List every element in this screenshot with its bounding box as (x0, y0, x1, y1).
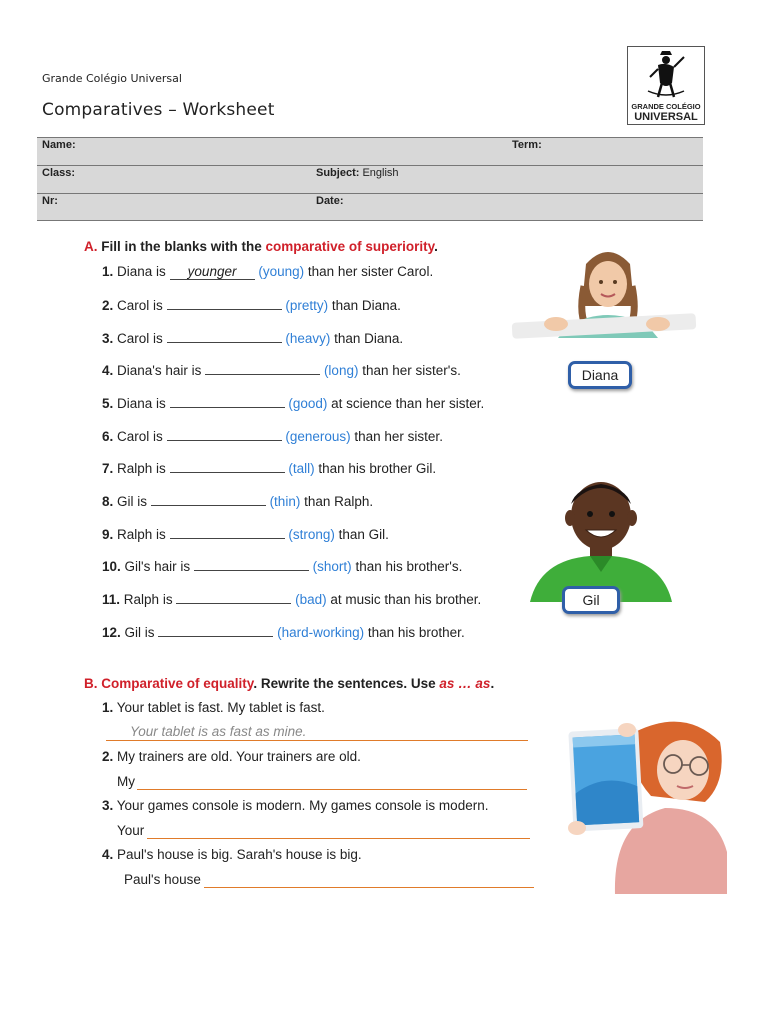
item-number: 5. (102, 396, 114, 411)
school-name: Grande Colégio Universal (42, 72, 182, 85)
section-b-item: 3. Your games console is modern. My games console is modern. (102, 798, 489, 813)
item-hint: (hard-working) (277, 625, 365, 640)
item-number: 2. (102, 298, 114, 313)
date-label: Date: (316, 195, 344, 207)
section-a-item (102, 362, 461, 378)
item-suffix: at music than his brother. (330, 592, 482, 607)
info-row (37, 137, 703, 165)
answer-line[interactable] (137, 789, 527, 790)
item-suffix: than his brother. (367, 625, 465, 640)
name-label: Name: (42, 139, 76, 151)
logo-figure-icon (628, 47, 704, 103)
item-hint: (good) (288, 396, 328, 411)
answer-start: My (117, 774, 135, 789)
section-a-item (102, 330, 403, 346)
item-hint: (generous) (285, 429, 351, 444)
section-a-heading: A. Fill in the blanks with the comparative of superiority. (84, 239, 438, 254)
answer-blank[interactable] (205, 362, 320, 375)
answer-blank[interactable] (170, 395, 285, 408)
item-prefix: Ralph is (117, 527, 166, 542)
item-suffix: than Diana. (331, 298, 401, 313)
answer-line[interactable] (147, 838, 530, 839)
item-prefix: Diana is (117, 264, 166, 279)
item-hint: (strong) (288, 527, 335, 542)
item-suffix: than Gil. (338, 527, 389, 542)
item-hint: (bad) (295, 592, 327, 607)
answer-blank[interactable] (158, 624, 273, 637)
answer-blank[interactable] (170, 460, 285, 473)
section-b-item: 1. Your tablet is fast. My tablet is fast. (102, 700, 325, 715)
school-logo (627, 46, 705, 125)
subject-label: Subject: (316, 167, 360, 179)
subject-value: English (362, 167, 399, 179)
section-a-item (102, 493, 373, 509)
item-prefix: Ralph is (117, 461, 166, 476)
item-hint: (short) (312, 559, 352, 574)
diana-label: Diana (568, 361, 632, 389)
item-prefix: Carol is (117, 331, 163, 346)
item-hint: (long) (323, 363, 359, 378)
item-number: 3. (102, 331, 114, 346)
answer-line[interactable] (106, 740, 528, 741)
answer-blank[interactable] (170, 526, 285, 539)
section-a-item (102, 526, 389, 542)
item-suffix: than his brother's. (355, 559, 463, 574)
info-row (37, 165, 703, 193)
item-prefix: Diana's hair is (117, 363, 202, 378)
item-hint: (tall) (288, 461, 315, 476)
section-b-heading: B. Comparative of equality. Rewrite the sentences. Use as … as. (84, 676, 495, 691)
item-number: 11. (102, 592, 121, 607)
item-hint: (thin) (269, 494, 301, 509)
item-suffix: than her sister Carol. (307, 264, 434, 279)
section-a-item (102, 558, 462, 574)
item-prefix: Ralph is (123, 592, 173, 607)
answer-blank[interactable] (194, 558, 309, 571)
section-a-item (102, 460, 436, 476)
section-a-item (102, 264, 433, 280)
item-hint: (heavy) (285, 331, 331, 346)
girl-with-tablet-photo (555, 712, 727, 894)
section-a-item (102, 395, 484, 411)
item-suffix: at science than her sister. (331, 396, 485, 411)
item-prefix: Gil is (117, 494, 148, 509)
answer-blank[interactable] (167, 330, 282, 343)
sample-answer: Your tablet is as fast as mine. (130, 724, 307, 739)
item-hint: (pretty) (285, 298, 329, 313)
section-a-item (102, 591, 481, 607)
item-suffix: than her sister. (354, 429, 443, 444)
gil-label: Gil (562, 586, 620, 614)
info-row (37, 193, 703, 221)
item-number: 1. (102, 264, 114, 279)
section-b-item: 2. My trainers are old. Your trainers are old. (102, 749, 361, 764)
answer-blank[interactable]: younger (170, 264, 255, 280)
item-number: 12. (102, 625, 121, 640)
item-hint: (young) (258, 264, 305, 279)
item-prefix: Diana is (117, 396, 166, 411)
answer-start: Your (117, 823, 145, 838)
student-info-table (37, 137, 703, 221)
item-prefix: Gil is (124, 625, 155, 640)
item-suffix: than his brother Gil. (318, 461, 437, 476)
item-prefix: Carol is (117, 298, 163, 313)
section-a-item (102, 297, 401, 313)
item-number: 10. (102, 559, 121, 574)
section-b-item: 4. Paul's house is big. Sarah's house is big. (102, 847, 362, 862)
section-a-item (102, 428, 443, 444)
answer-blank[interactable] (167, 428, 282, 441)
item-number: 6. (102, 429, 114, 444)
item-number: 8. (102, 494, 114, 509)
item-number: 9. (102, 527, 114, 542)
logo-line1: GRANDE COLÉGIO (631, 102, 701, 111)
item-suffix: than her sister's. (362, 363, 461, 378)
answer-blank[interactable] (176, 591, 291, 604)
item-suffix: than Diana. (334, 331, 404, 346)
answer-blank[interactable] (167, 297, 282, 310)
page-title: Comparatives – Worksheet (42, 100, 275, 120)
item-prefix: Gil's hair is (124, 559, 191, 574)
item-prefix: Carol is (117, 429, 163, 444)
term-label: Term: (512, 139, 542, 151)
section-a-item (102, 624, 465, 640)
class-label: Class: (42, 167, 76, 179)
nr-label: Nr: (42, 195, 58, 207)
gil-photo (530, 472, 672, 602)
logo-line2: UNIVERSAL (634, 111, 698, 123)
item-number: 4. (102, 363, 114, 378)
diana-photo (508, 246, 698, 358)
item-suffix: than Ralph. (304, 494, 374, 509)
answer-line[interactable] (204, 887, 534, 888)
answer-blank[interactable] (151, 493, 266, 506)
item-number: 7. (102, 461, 114, 476)
answer-start: Paul's house (124, 872, 201, 887)
